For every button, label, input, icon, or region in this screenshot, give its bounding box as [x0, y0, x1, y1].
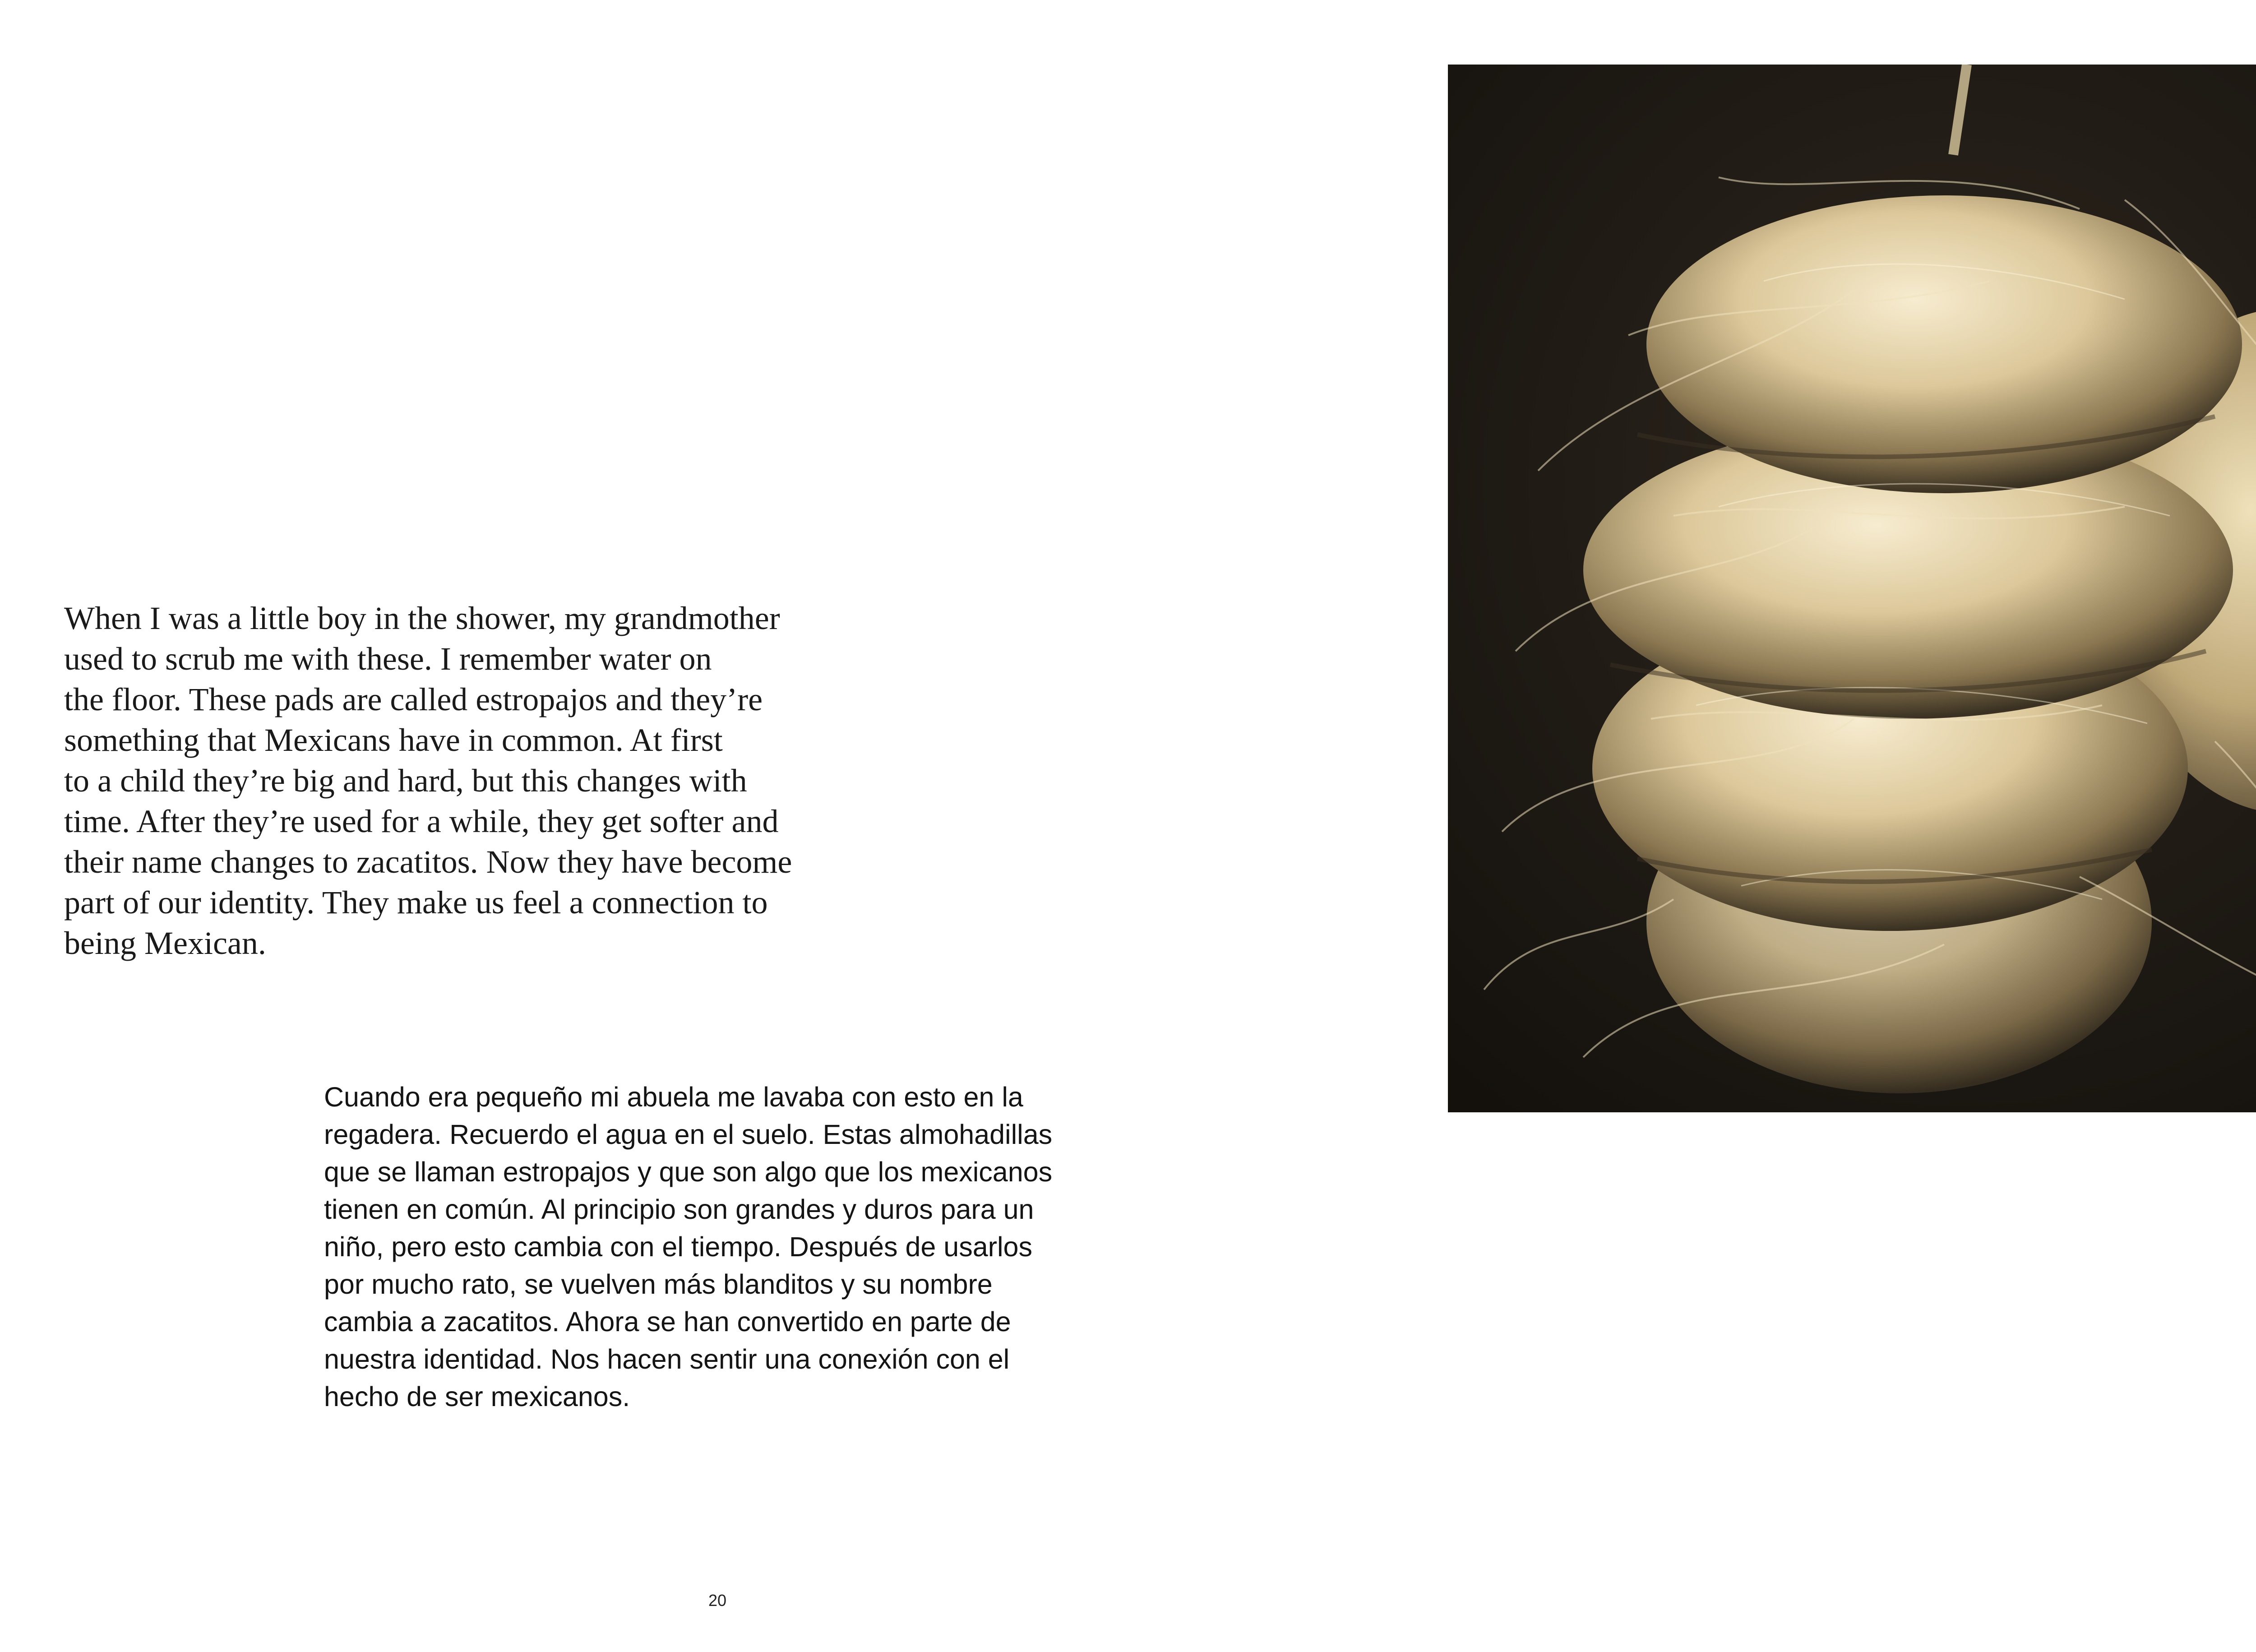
english-paragraph: [64, 598, 876, 963]
spanish-line: nuestra identidad. Nos hacen sentir una conexión con el: [324, 1344, 1010, 1374]
english-line: used to scrub me with these. I remember water on: [64, 641, 712, 677]
english-line: something that Mexicans have in common. At first: [64, 722, 723, 758]
english-line: being Mexican.: [64, 925, 266, 961]
spanish-line: tienen en común. Al principio son grandes y duros para un: [324, 1194, 1034, 1225]
english-line: When I was a little boy in the shower, my grandmother: [64, 600, 780, 636]
spanish-line: Cuando era pequeño mi abuela me lavaba con esto en la: [324, 1082, 1023, 1112]
english-line: to a child they’re big and hard, but this changes with: [64, 763, 747, 799]
estropajo-illustration: [1448, 65, 2256, 1112]
english-line: time. After they’re used for a while, they get softer and: [64, 803, 779, 839]
spanish-paragraph: [324, 1078, 1114, 1416]
spanish-line: cambia a zacatitos. Ahora se han convertido en parte de: [324, 1306, 1011, 1337]
spanish-line: regadera. Recuerdo el agua en el suelo. Estas almohadillas: [324, 1119, 1053, 1150]
english-line: the floor. These pads are called estropajos and they’re: [64, 681, 763, 717]
spanish-line: que se llaman estropajos y que son algo que los mexicanos: [324, 1157, 1053, 1187]
english-line: part of our identity. They make us feel a connection to: [64, 884, 768, 921]
estropajo-photo: [1448, 65, 2256, 1112]
english-line: their name changes to zacatitos. Now they have become: [64, 844, 792, 880]
spanish-line: hecho de ser mexicanos.: [324, 1381, 630, 1412]
spanish-line: niño, pero esto cambia con el tiempo. Después de usarlos: [324, 1231, 1032, 1262]
spanish-line: por mucho rato, se vuelven más blanditos y su nombre: [324, 1269, 993, 1300]
page-number: 20: [708, 1591, 727, 1610]
